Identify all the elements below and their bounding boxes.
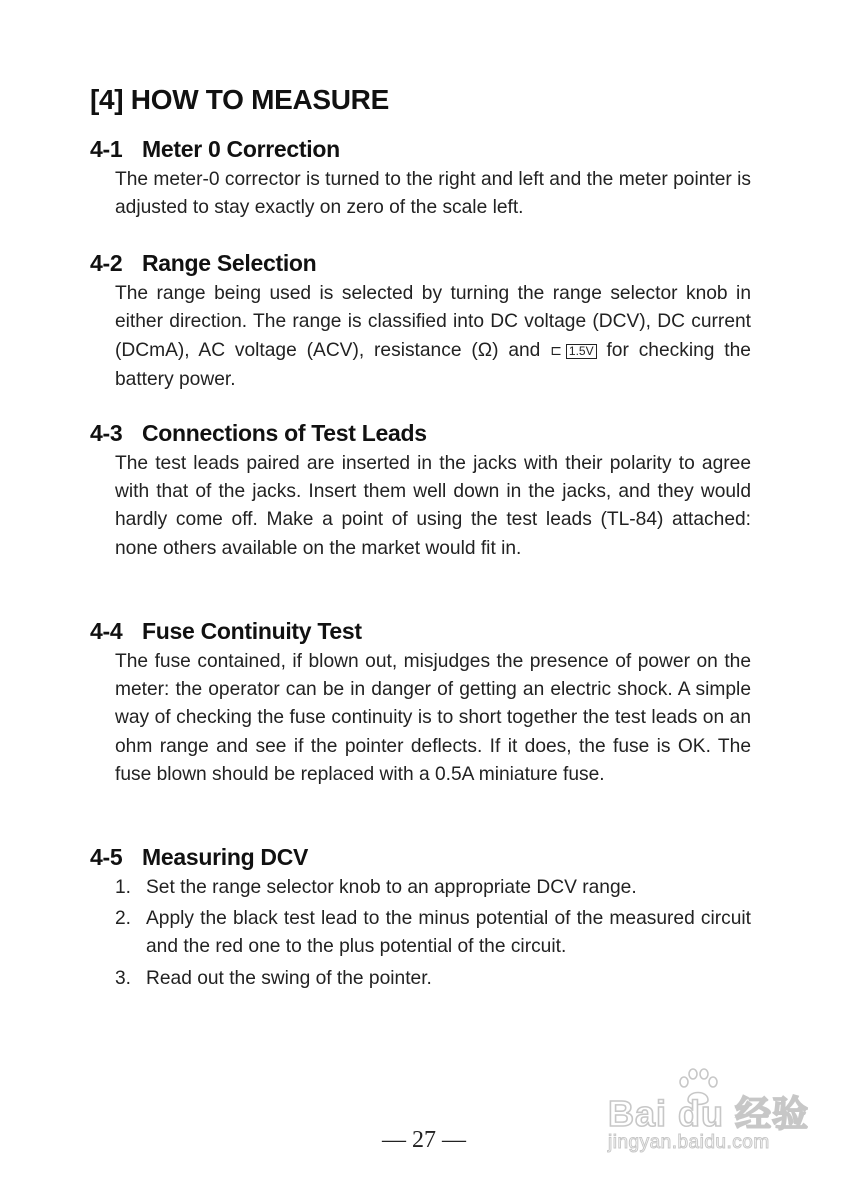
page-number: — 27 —: [382, 1127, 466, 1153]
section-text-part: The range being used is selected by turning the range selector knob in either direction. The range is classified into DC voltage (DCV), DC current (DCmA), AC voltage (ACV), resistance (Ω) and: [115, 283, 751, 362]
section-title: Connections of Test Leads: [142, 420, 427, 446]
list-item: [115, 905, 751, 961]
section-number: 4-3: [90, 420, 123, 446]
section-text-4-4: The fuse contained, if blown out, misjudges the presence of power on the meter: the operator can be in danger of getting an electric shock. A simple way of checking the fuse continuity is to short together the test leads on an ohm range and see if the pointer deflects. If it does, the fuse is OK. The fuse blown should be replaced with a 0.5A miniature fuse.: [115, 651, 751, 785]
section-text-4-3: The test leads paired are inserted in the jacks with their polarity to agree with that of the jacks. Insert them well down in the jacks, and they would hardly come off. Make a point of using the test leads (TL-84) attached: none others available on the market would fit in.: [115, 453, 751, 559]
section-text-part: for checking the battery power.: [115, 340, 751, 390]
watermark-logo: Bai du 经验: [608, 1093, 810, 1134]
section-title: Range Selection: [142, 250, 317, 276]
step-number: 2.: [115, 908, 132, 930]
chapter-title: [4] HOW TO MEASURE: [90, 84, 389, 115]
section-title: Measuring DCV: [142, 844, 309, 870]
battery-check-symbol: ⊏ 1.5V: [550, 340, 596, 361]
section-heading-4-3: [90, 420, 427, 447]
section-number: 4-5: [90, 844, 123, 870]
step-number: 3.: [115, 967, 132, 989]
section-number: 4-1: [90, 136, 123, 162]
section-text-4-2: [115, 280, 751, 394]
section-heading-4-2: [90, 250, 316, 277]
dcv-steps-list: [115, 874, 751, 996]
step-text: Read out the swing of the pointer.: [146, 967, 432, 989]
section-heading-4-5: [90, 844, 308, 871]
watermark-url: jingyan.baidu.com: [608, 1132, 770, 1153]
step-number: 1.: [115, 877, 132, 898]
battery-label: 1.5V: [566, 344, 597, 359]
section-number: 4-2: [90, 250, 123, 276]
section-heading-4-4: [90, 618, 362, 645]
section-number: 4-4: [90, 618, 123, 644]
section-text-4-1: The meter-0 corrector is turned to the right and left and the meter pointer is adjusted to stay exactly on zero of the scale left.: [115, 169, 751, 219]
baidu-watermark: [580, 1068, 820, 1168]
step-text: Apply the black test lead to the minus potential of the measured circuit and the red one to the plus potential of the circuit.: [146, 908, 751, 958]
list-item: [115, 874, 751, 902]
list-item: [115, 965, 751, 993]
section-title: Meter 0 Correction: [142, 136, 340, 162]
section-heading-4-1: [90, 136, 340, 163]
section-title: Fuse Continuity Test: [142, 618, 362, 644]
step-text: Set the range selector knob to an appropriate DCV range.: [146, 877, 637, 898]
